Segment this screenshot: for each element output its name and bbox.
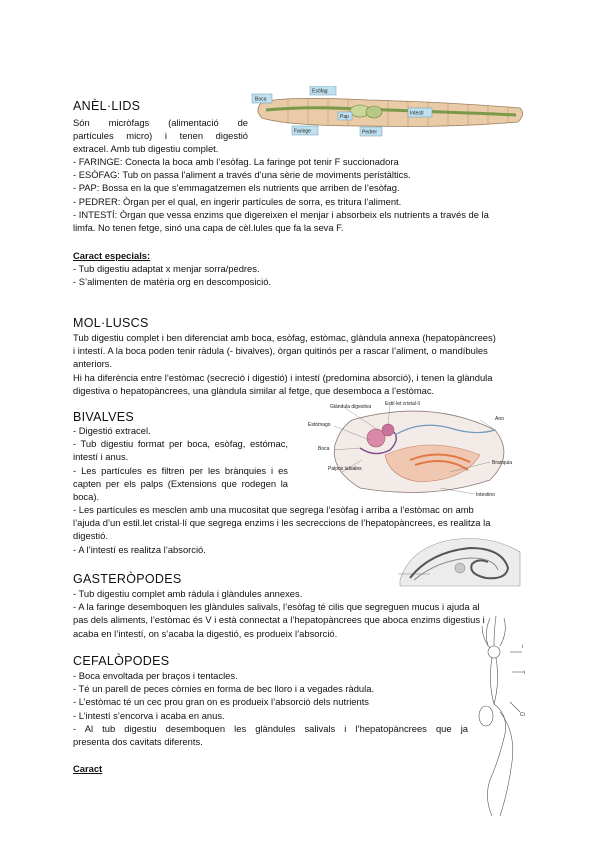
cefalopodes-line: presenta dos cavitats diferents.: [73, 736, 203, 748]
earthworm-label: Intestí: [410, 110, 424, 117]
earthworm-label: Faringe: [294, 128, 311, 135]
bivalves-line: - Les partícules es mesclen amb una mucositat que segrega l’esòfag i arriba a l’estòmac on amb: [73, 504, 474, 515]
earthworm-label: Esòfag: [312, 88, 328, 95]
gasteropodes-title: GASTERÒPODES: [73, 572, 182, 586]
anelids-organ-line: - PAP: Bossa en la que s’emmagatzemen els nutrients que arriben de l’esòfag.: [73, 182, 400, 194]
cefalopodes-title: CEFALÒPODES: [73, 654, 170, 668]
gasteropodes-line: pas dels aliments, l’estòmac és V i està connectat a l’hepatopàncrees que aboca enzims digestius i: [73, 614, 485, 626]
molluscs-line: Tub digestiu complet i ben diferenciat amb boca, esòfag, estòmac, glàndula annexa (hepatopàncrees): [73, 332, 496, 343]
cefalopodes-line: - L’intestí s’encorva i acaba en anus.: [73, 709, 225, 721]
bivalves-line: - Digestió extracel.: [73, 425, 151, 436]
bivalves-line: capten per els palps (Extensions que rodegen la: [73, 477, 288, 489]
caract-heading: [73, 762, 102, 775]
bivalve-label: Palpos labiales: [328, 466, 362, 472]
molluscs-line: anteriors.: [73, 358, 113, 370]
bivalves-line: - Les partícules es filtren per les brànquies i es: [73, 464, 288, 476]
anelids-intro-line: extracel. Amb tub digestiu complet.: [73, 143, 219, 155]
gasteropodes-line: - Tub digestiu complet amb ràdula i glàndules annexes.: [73, 588, 303, 599]
cephalopod-label: i: [522, 644, 524, 650]
cephalopod-digestive-figure: [470, 612, 530, 822]
anelids-special: [73, 249, 528, 289]
gasteropodes-text: [73, 587, 528, 640]
bivalve-label: Estómago: [308, 422, 331, 428]
anelids-intro-line: Són micròfags (alimentació de: [73, 117, 248, 128]
bivalves-line: l’ajuda d’un estil.let cristal·lí que segrega enzims i les secreccions de l’hepatopàncrees, es realitza la: [73, 517, 491, 529]
anelids-organ-line: limfa. No tenen fetge, sinó una capa de cèl.lules que fa la seva F.: [73, 222, 344, 234]
anelids-organ-line: - INTESTÍ: Òrgan que vessa enzims que digereixen el menjar i absorbeix els nutrients a través de la: [73, 208, 489, 220]
anelids-organ-line: - FARINGE: Conecta la boca amb l’esòfag. La faringe pot tenir F succionadora: [73, 156, 399, 167]
special-feature-line: - S’alimenten de matèria org en descomposició.: [73, 276, 272, 288]
molluscs-line: digestiva o hepatopàncrees, una glàndula similar al fetge, que desemboca a l’estòmac.: [73, 384, 435, 396]
cephalopod-label: Ci: [520, 712, 525, 718]
bivalves-line: intestí i anus.: [73, 451, 129, 463]
molluscs-line: Hi ha diferència entre l’estòmac (secreció i digestió) i intestí (predomina absorció), i tenen la glàndula: [73, 371, 493, 383]
earthworm-label: Pedrer: [362, 129, 378, 136]
bivalve-digestive-figure: [290, 400, 530, 500]
bivalve-label: Ano: [495, 416, 504, 422]
cephalopod-label: i: [524, 670, 526, 676]
anelids-intro: [73, 116, 248, 156]
molluscs-line: i intestí. A la boca poden tenir ràdula (- bivalves), òrgan quitinós per a rascar l’aliment, o mandíbules: [73, 345, 488, 357]
cefalopodes-line: - Té un parell de peces còrnies en forma de bec lloro i a vegades ràdula.: [73, 683, 375, 695]
anelids-organs: [73, 155, 528, 234]
gastropod-digestive-figure: [390, 528, 530, 588]
cefalopodes-line: - L’estòmac té un cec prou gran on es produeix l’absorció dels nutrients: [73, 696, 369, 708]
bivalve-label: Boca: [318, 446, 330, 452]
molluscs-title: MOL·LUSCS: [73, 316, 149, 330]
special-feature-line: - Tub digestiu adaptat x menjar sorra/pedres.: [73, 263, 260, 275]
bivalves-line: boca).: [73, 491, 100, 503]
bivalves-line: - Tub digestiu format per boca, esòfag, estómac,: [73, 438, 288, 450]
gasteropodes-line: acaba en l’intestí, on s’acaba la digestió, es produeix l’absorció.: [73, 627, 338, 639]
cefalopodes-text: [73, 669, 468, 748]
cefalopodes-line: - Al tub digestiu desemboquen les glàndules salivals i l’hepatopàncrees que ja: [73, 722, 468, 734]
bivalves-text-narrow: [73, 424, 288, 503]
bivalves-line: digestió.: [73, 530, 108, 542]
bivalve-label: Branquia: [492, 460, 513, 466]
cefalopodes-line: - Boca envoltada per braços i tentacles.: [73, 670, 238, 681]
earthworm-digestive-figure: [248, 86, 528, 138]
bivalves-title: BIVALVES: [73, 410, 134, 424]
gasteropodes-line: - A la faringe desemboquen les glàndules salivals, l’esòfag té cilis que segreguen mucus i ajuda al: [73, 601, 480, 613]
molluscs-text: [73, 331, 528, 397]
bivalves-line: - A l’intestí es realitza l’absorció.: [73, 543, 206, 555]
anelids-organ-line: - PEDRER: Òrgan per el qual, en ingerir partícules de sorra, es tritura l’aliment.: [73, 195, 402, 207]
caract-heading-text: Caract: [73, 763, 103, 774]
anelids-organ-line: - ESÒFAG: Tub on passa l’aliment a través d’una sèrie de moviments peristàltics.: [73, 169, 411, 181]
anelids-intro-line: partícules micro) i tenen digestió: [73, 130, 248, 142]
bivalve-label: Glàndula digestiva: [330, 404, 372, 410]
earthworm-label: Boca: [255, 96, 267, 103]
earthworm-label: Pap: [340, 114, 349, 120]
bivalve-label: Intestino: [476, 492, 495, 498]
anelids-title: ANÈL·LIDS: [73, 99, 141, 113]
bivalve-label: Estil·let cristal·lí: [385, 401, 421, 407]
special-features-heading: Caract especials:: [73, 250, 151, 261]
